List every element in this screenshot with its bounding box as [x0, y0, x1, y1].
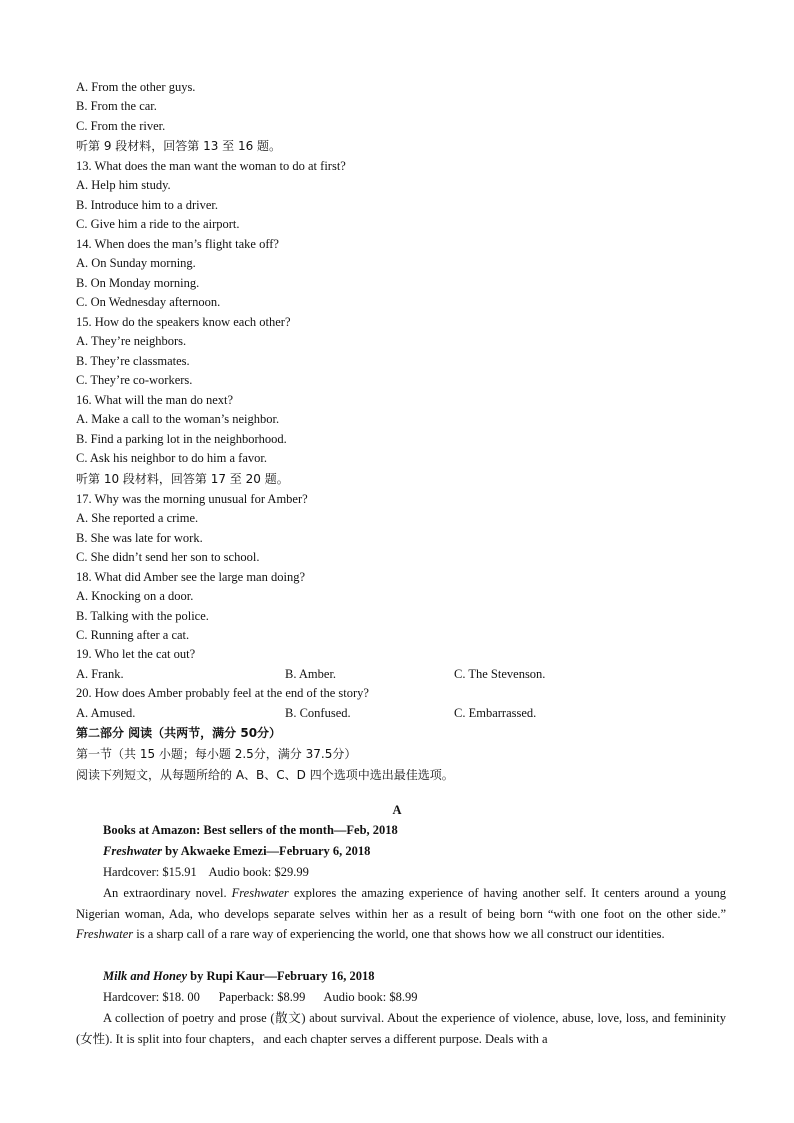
q19-option-b: B. Amber. — [285, 667, 337, 681]
q13-option-b: B. Introduce him to a driver. — [76, 198, 218, 212]
book2-desc-text: A collection of poetry and prose (散文) about survival. About the experience of violence, abuse, love, loss, and femininity (女性). It is split into four chapters，and each chapter serves a different purpose. Deals with a — [76, 1011, 726, 1046]
q17-question: 17. Why was the morning unusual for Amber? — [76, 492, 308, 506]
q13-question: 13. What does the man want the woman to do at first? — [76, 159, 346, 173]
q13-option-a: A. Help him study. — [76, 178, 171, 192]
book1-desc-part2: explores the amazing experience of having another self. It centers around a young Nigerian woman, Ada, who develops separate selves within her as a result of being born “with one foot on the other side.” — [76, 886, 726, 921]
q19-question: 19. Who let the cat out? — [76, 647, 196, 661]
q14-option-a: A. On Sunday morning. — [76, 256, 196, 270]
book2-description — [76, 1008, 726, 1049]
book2-title-line — [103, 968, 375, 984]
q15-option-c: C. They’re co-workers. — [76, 373, 193, 387]
reading-section-title: 第一节（共 15 小题；每小题 2.5分，满分 37.5分） — [76, 747, 357, 761]
q17-option-c: C. She didn’t send her son to school. — [76, 550, 260, 564]
book1-desc-title2: Freshwater — [76, 927, 134, 942]
q14-option-c: C. On Wednesday afternoon. — [76, 295, 221, 309]
q19-option-c: C. The Stevenson. — [454, 667, 546, 681]
book2-title: Milk and Honey — [103, 969, 188, 983]
passage-heading: Books at Amazon: Best sellers of the month—Feb, 2018 — [103, 823, 398, 837]
q12-option-c: C. From the river. — [76, 119, 166, 133]
q14-option-b: B. On Monday morning. — [76, 276, 200, 290]
section10-instruction: 听第 10 段材料，回答第 17 至 20 题。 — [76, 472, 289, 486]
q13-option-c: C. Give him a ride to the airport. — [76, 217, 240, 231]
q20-option-a: A. Amused. — [76, 706, 136, 720]
q18-option-b: B. Talking with the police. — [76, 609, 209, 623]
book1-byline: by Akwaeke Emezi—February 6, 2018 — [162, 844, 371, 858]
book2-prices: Hardcover: $18. 00 Paperback: $8.99 Audio book: $8.99 — [103, 990, 418, 1004]
book1-title: Freshwater — [103, 844, 163, 858]
book1-title-line — [103, 843, 370, 859]
q18-question: 18. What did Amber see the large man doing? — [76, 570, 305, 584]
book1-prices: Hardcover: $15.91 Audio book: $29.99 — [103, 865, 309, 879]
q15-question: 15. How do the speakers know each other? — [76, 315, 291, 329]
q16-option-b: B. Find a parking lot in the neighborhood. — [76, 432, 287, 446]
book2-byline: by Rupi Kaur—February 16, 2018 — [187, 969, 375, 983]
q17-option-a: A. She reported a crime. — [76, 511, 199, 525]
q19-option-a: A. Frank. — [76, 667, 124, 681]
q12-option-a: A. From the other guys. — [76, 80, 196, 94]
book1-description — [76, 883, 726, 945]
reading-instruction: 阅读下列短文，从每题所给的 A、B、C、D 四个选项中选出最佳选项。 — [76, 768, 454, 782]
section9-instruction: 听第 9 段材料，回答第 13 至 16 题。 — [76, 139, 282, 153]
q16-question: 16. What will the man do next? — [76, 393, 234, 407]
q17-option-b: B. She was late for work. — [76, 531, 203, 545]
q16-option-c: C. Ask his neighbor to do him a favor. — [76, 451, 267, 465]
q20-question: 20. How does Amber probably feel at the end of the story? — [76, 686, 369, 700]
q15-option-a: A. They’re neighbors. — [76, 334, 187, 348]
book1-desc-part1: An extraordinary novel. — [103, 886, 232, 900]
q14-question: 14. When does the man’s flight take off? — [76, 237, 279, 251]
book1-desc-part3: is a sharp call of a rare way of experiencing the world, one that shows how we all construct our identities. — [133, 927, 665, 942]
passage-letter: A — [392, 803, 402, 817]
q18-option-c: C. Running after a cat. — [76, 628, 190, 642]
book1-desc-title1: Freshwater — [231, 886, 289, 900]
reading-part-title: 第二部分 阅读（共两节，满分 50分） — [76, 726, 282, 740]
q12-option-b: B. From the car. — [76, 99, 157, 113]
q20-option-b: B. Confused. — [285, 706, 351, 720]
q20-option-c: C. Embarrassed. — [454, 706, 537, 720]
q15-option-b: B. They’re classmates. — [76, 354, 190, 368]
q18-option-a: A. Knocking on a door. — [76, 589, 194, 603]
q16-option-a: A. Make a call to the woman’s neighbor. — [76, 412, 280, 426]
